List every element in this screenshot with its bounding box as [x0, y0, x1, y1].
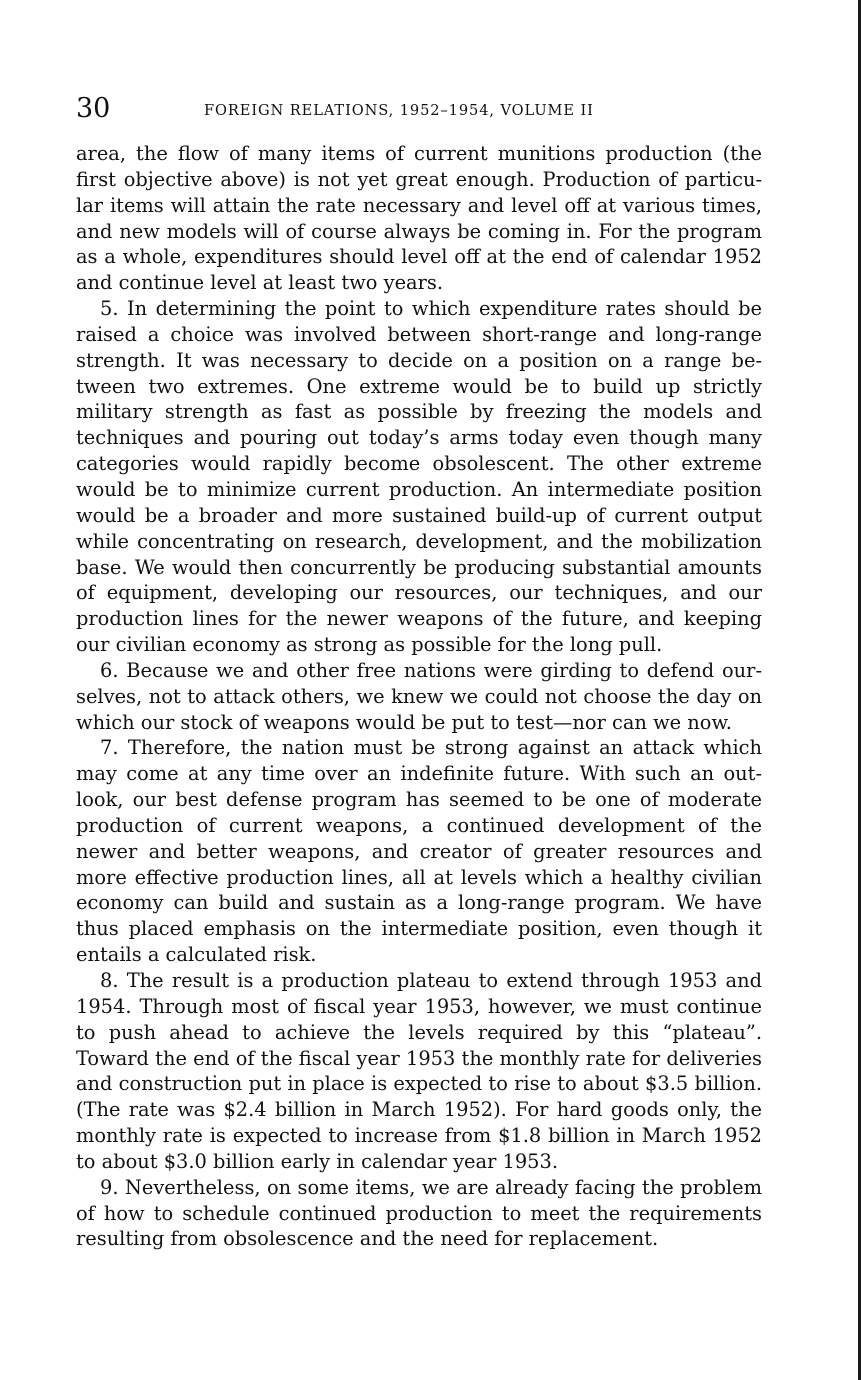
page-number: 30	[76, 93, 111, 124]
document-page	[76, 92, 762, 1252]
volume-title: FOREIGN RELATIONS, 1952–1954, VOLUME II	[204, 102, 594, 119]
paragraph-continuation: area, the flow of many items of current munitions production (the first objective above) is not yet great enough. Production of particular items will attain the rate necessary and level off at various times, and new models will of course always be coming in. For the program as a whole, expenditures should level off at the end of calendar 1952 and continue level at least two years.	[76, 142, 762, 295]
running-head	[76, 92, 762, 128]
body-text	[76, 141, 762, 1252]
paragraph-9: 9. Nevertheless, on some items, we are already facing the problem of how to schedule continued production to meet the requirements resulting from obsolescence and the need for replacement.	[76, 1175, 762, 1251]
paragraph-7: 7. Therefore, the nation must be strong against an attack which may come at any time over an indefinite future. With such an outlook, our best defense program has seemed to be one of moderate production of current weapons, a continued development of the newer and better weapons, and creator of greater resources and more effective production lines, all at levels which a healthy civilian economy can build and sustain as a long-range program. We have thus placed emphasis on the intermediate position, even though it entails a calculated risk.	[76, 736, 762, 967]
paragraph-5: 5. In determining the point to which expenditure rates should be raised a choice was involved between short-range and long-range strength. It was necessary to decide on a position on a range between two extremes. One extreme would be to build up strictly military strength as fast as possible by freezing the models and techniques and pouring out today’s arms today even though many categories would rapidly become obsolescent. The other extreme would be to minimize current production. An intermediate position would be a broader and more sustained build-up of current output while concentrating on research, development, and the mobilization base. We would then concurrently be producing substantial amounts of equipment, developing our resources, our techniques, and our production lines for the newer weapons of the future, and keeping our civilian economy as strong as possible for the long pull.	[76, 297, 762, 657]
paragraph-6: 6. Because we and other free nations were girding to defend ourselves, not to attack others, we knew we could not choose the day on which our stock of weapons would be put to test—nor can we now.	[76, 658, 762, 734]
paragraph-8: 8. The result is a production plateau to extend through 1953 and 1954. Through most of fiscal year 1953, however, we must continue to push ahead to achieve the levels required by this “plateau”. Toward the end of the fiscal year 1953 the monthly rate for deliveries and construction put in place is expected to rise to about $3.5 billion. (The rate was $2.4 billion in March 1952). For hard goods only, the monthly rate is expected to increase from $1.8 billion in March 1952 to about $3.0 billion early in calendar year 1953.	[76, 969, 762, 1173]
